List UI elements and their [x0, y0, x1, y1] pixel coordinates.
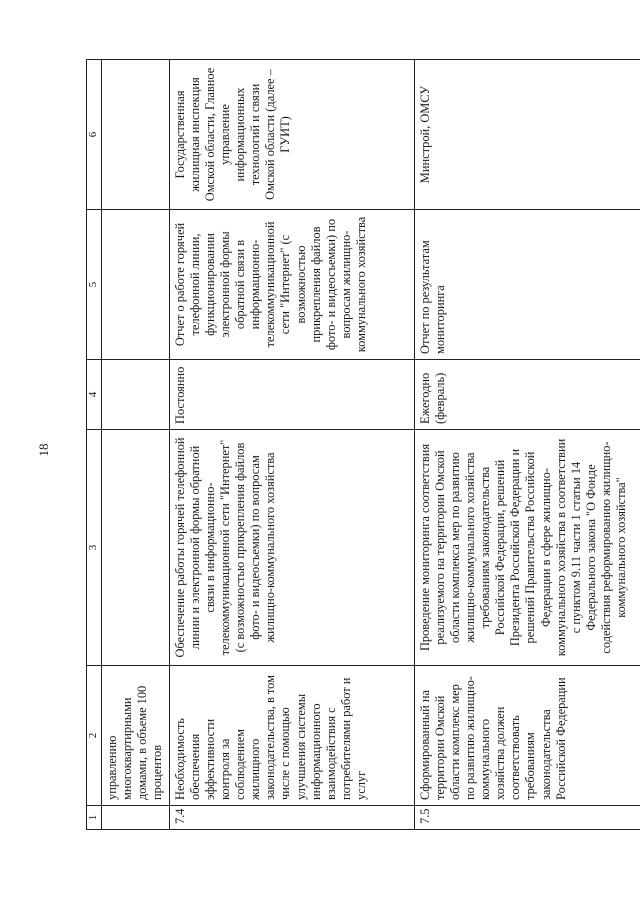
task-cell: управлению многоквартирными домами, в объеме 100 процентов — [102, 666, 170, 806]
row-number: 7.5 — [414, 806, 640, 830]
col-header-6: 6 — [87, 60, 102, 210]
activity-cell — [102, 430, 170, 666]
col-header-1: 1 — [87, 806, 102, 830]
header-row — [87, 60, 102, 830]
activity-cell: Проведение мониторинга соответствия реализуемого на территории Омской области комплекса мер по развитию жилищно-коммунального хозяйства требованиям законодательства Российской Федерации, решений Президента Российской Федерации и решений Правительства Российской Федерации в сфере жилищно-коммунального хозяйства в соответствии с пунктом 9.11 части 1 статьи 14 Федерального закона "О Фонде содействия реформированию жилищно-коммунального хозяйства" — [414, 430, 640, 666]
executor-cell — [102, 60, 170, 210]
plan-table — [86, 59, 640, 830]
col-header-4: 4 — [87, 360, 102, 430]
executor-cell: Минстрой, ОМСУ — [414, 60, 640, 210]
col-header-2: 2 — [87, 666, 102, 806]
table-row — [102, 60, 170, 830]
row-number — [102, 806, 170, 830]
period-cell: Постоянно — [169, 360, 414, 430]
period-cell: Ежегодно (февраль) — [414, 360, 640, 430]
table-container — [86, 60, 640, 830]
page-number: 18 — [36, 443, 51, 457]
result-cell: Отчет по результатам мониторинга — [414, 210, 640, 360]
col-header-3: 3 — [87, 430, 102, 666]
result-cell: Отчет о работе горячей телефонной линии, функционировании электронной формы обратной связи в информационно-телекоммуникационной сети "Интернет" (с возможностью прикрепления файлов фото- и видеосъемки) по вопросам жилищно-коммунального хозяйства — [169, 210, 414, 360]
table-row — [414, 60, 640, 830]
executor-cell: Государственная жилищная инспекция Омской области, Главное управление информационных технологий и связи Омской области (далее – ГУИТ) — [169, 60, 414, 210]
result-cell — [102, 210, 170, 360]
activity-cell: Обеспечение работы горячей телефонной линии и электронной формы обратной связи в информационно-телекоммуникационной сети "Интернет" (с возможностью прикрепления файлов фото- и видеосъемки) по вопросам жилищно-коммунального хозяйства — [169, 430, 414, 666]
table-row — [169, 60, 414, 830]
task-cell: Сформированный на территории Омской области комплекс мер по развитию жилищно-коммунального хозяйства должен соответствовать требованиям законодательства Российской Федерации — [414, 666, 640, 806]
task-cell: Необходимость обеспечения эффективности контроля за соблюдением жилищного законодательства, в том числе с помощью улучшения системы информационного взаимодействия с потребителями работ и услуг — [169, 666, 414, 806]
rotated-table-frame — [86, 60, 640, 830]
period-cell — [102, 360, 170, 430]
col-header-5: 5 — [87, 210, 102, 360]
row-number: 7.4 — [169, 806, 414, 830]
